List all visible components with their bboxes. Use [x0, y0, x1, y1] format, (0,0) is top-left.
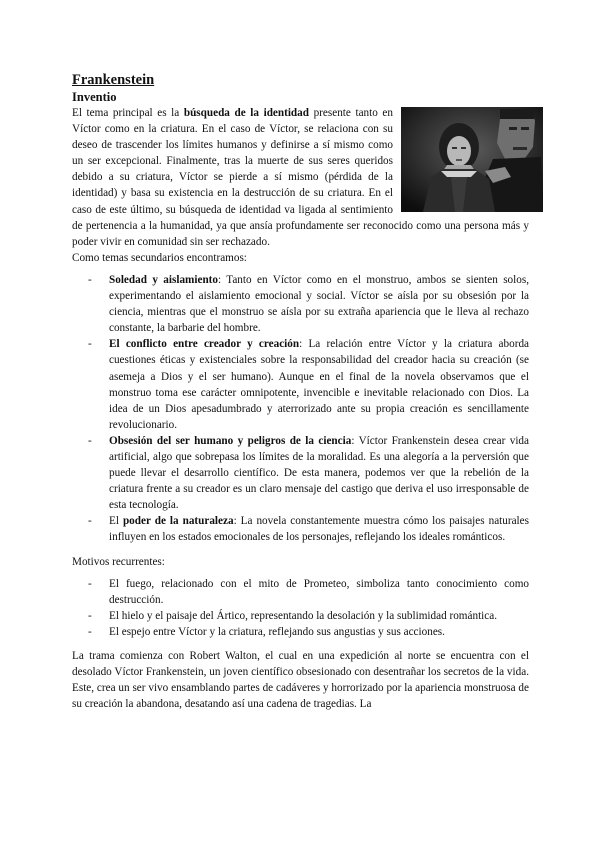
- list-item: [72, 433, 529, 513]
- list-item: - El hielo y el paisaje del Ártico, representando la desolación y la sublimidad romántica.: [72, 608, 529, 624]
- motifs-lead: Motivos recurrentes:: [72, 555, 165, 568]
- intro-text-after: presente tanto en Víctor como en la criatura. En el caso de Víctor, se relaciona con su deseo de trascender los límites humanos y definirse a sí mismo como un ser excepcional. Finalmente, tras la muerte de sus seres queridos debido a su criatura, Víctor se pierde a sí mismo (pérdida de la identidad) y basa su existencia en la destrucción de su criatura. En el caso de este último, su búsqueda de identidad va ligada al sentimiento de pertenencia a la humanidad, ya que ansía profundamente ser reconocido como una persona más y poder vivir en comunidad sin ser rechazado.: [72, 107, 529, 248]
- item-description: : La novela constantemente muestra cómo los paisajes naturales influyen en los estados emocionales de los personajes, reflejando los ideales románticos.: [109, 515, 529, 544]
- section-subtitle: Inventio: [72, 90, 117, 104]
- frankenstein-illustration: [401, 107, 543, 212]
- item-bold-term: poder de la naturaleza: [122, 515, 234, 528]
- item-description: : La relación entre Víctor y la criatura aborda cuestiones éticas y existenciales sobre la responsabilidad del creador hacia su creación (se asemeja a Dios y el ser humano). Aunque en el final de la novela observamos que el monstruo toma ese carácter omnipotente, invencible e inevitable relacionado con Dios. La idea de un Dios apesadumbrado y aterrorizado ante su propia creación es sencillamente revolucionario.: [109, 338, 529, 431]
- item-prefix: El: [109, 515, 123, 528]
- item-bold-term: Soledad y aislamiento: [109, 273, 218, 286]
- item-bold-term: El conflicto entre creador y creación: [109, 338, 300, 351]
- list-item: - El fuego, relacionado con el mito de Prometeo, simboliza tanto conocimiento como destrucción.: [72, 576, 529, 608]
- list-item: [72, 336, 529, 433]
- document-page: [72, 72, 529, 712]
- secondary-themes-lead: Como temas secundarios encontramos:: [72, 251, 247, 264]
- item-bold-term: Obsesión del ser humano y peligros de la ciencia: [109, 434, 352, 447]
- item-description: : Víctor Frankenstein desea crear vida artificial, algo que sobrepasa los límites de la moralidad. Es una alegoría a la perversión que puede llevar el desarrollo científico. De esta manera, podemos ver que la rebelión de la criatura frente a su creador es un claro mensaje del castigo que deriva el uso irresponsable de esta tecnología.: [109, 434, 529, 512]
- item-description: : Tanto en Víctor como en el monstruo, ambos se sienten solos, experimentando el aislamiento emocional y social. Víctor se aísla por su obsesión por la ciencia, mientras que el monstruo se aísla por su extraña apariencia que le lleva al rechazo constante, la barbarie del hombre.: [109, 273, 529, 335]
- list-item: [72, 272, 529, 336]
- intro-bold-theme: búsqueda de la identidad: [183, 107, 309, 119]
- closing-paragraph: La trama comienza con Robert Walton, el cual en una expedición al norte se encuentra con el desolado Víctor Frankenstein, un joven científico obsesionado con desentrañar los secretos de la vida. Este, crea un ser vivo ensamblando partes de cadáveres y horrorizado por la apariencia monstruosa de su creación la abandona, desatando así una cadena de tragedias. La: [72, 650, 529, 711]
- motifs-list: [72, 576, 529, 640]
- secondary-themes-list: [72, 272, 529, 546]
- list-item: [72, 513, 529, 545]
- document-title: Frankenstein: [72, 72, 155, 88]
- intro-text-before: El tema principal es la: [72, 107, 184, 119]
- list-item: - El espejo entre Víctor y la criatura, reflejando sus angustias y sus acciones.: [72, 624, 529, 640]
